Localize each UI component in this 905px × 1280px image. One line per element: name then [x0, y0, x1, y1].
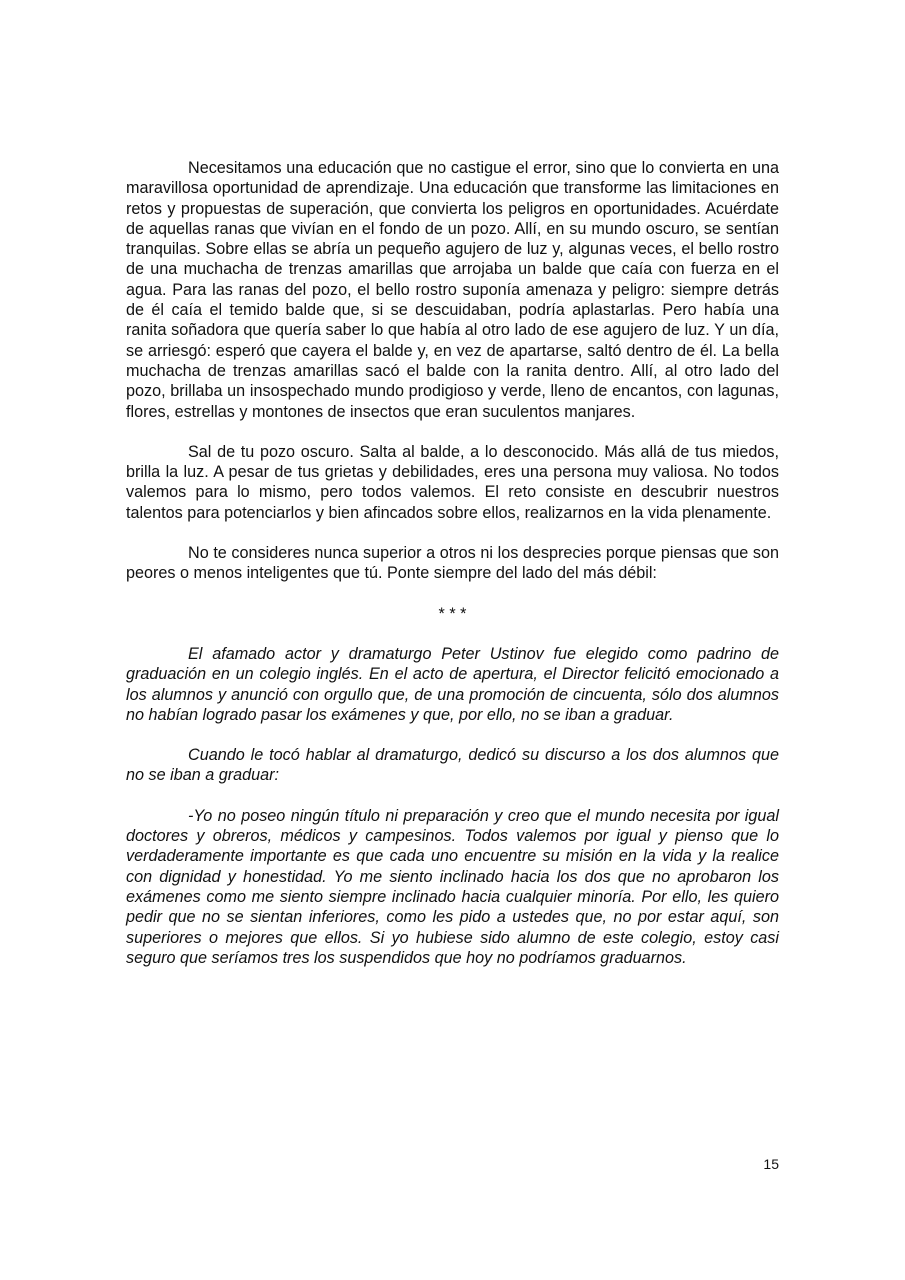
- paragraph-leave-the-well: Sal de tu pozo oscuro. Salta al balde, a lo desconocido. Más allá de tus miedos, brilla la luz. A pesar de tus grietas y debilidades, eres una persona muy valiosa. No todos valemos para lo mismo, pero todos valemos. El reto consiste en descubrir nuestros talentos para potenciarlos y bien afincados sobre ellos, realizarnos en la vida plenamente.: [126, 442, 779, 522]
- paragraph-speech-intro: Cuando le tocó hablar al dramaturgo, dedicó su discurso a los dos alumnos que no se iban a graduar:: [126, 746, 779, 785]
- page-number: 15: [763, 1156, 779, 1172]
- section-separator: * * *: [438, 604, 467, 623]
- document-page: [126, 158, 779, 988]
- paragraph-speech-quote: -Yo no poseo ningún título ni preparación y creo que el mundo necesita por igual doctores y obreros, médicos y campesinos. Todos valemos por igual y pienso que lo verdaderamente importante es que cada uno encuentre su misión en la vida y la realice con dignidad y honestidad. Yo me siento inclinado hacia los dos que no aprobaron los exámenes como me siento siempre inclinado hacia cualquier minoría. Por ello, les quiero pedir que no se sientan inferiores, como les pido a ustedes que, no por estar aquí, son superiores o mejores que ellos. Si yo hubiese sido alumno de este colegio, estoy casi seguro que seríamos tres los suspendidos que hoy no podríamos graduarnos.: [126, 806, 779, 967]
- paragraph-ustinov-story: El afamado actor y dramaturgo Peter Ustinov fue elegido como padrino de graduación en un colegio inglés. En el acto de apertura, el Director felicitó emocionado a los alumnos y anunció con orgullo que, de una promoción de cincuenta, sólo dos alumnos no habían logrado pasar los exámenes y que, por ello, no se iban a graduar.: [126, 644, 779, 724]
- paragraph-never-superior: No te consideres nunca superior a otros ni los desprecies porque piensas que son peores o menos inteligentes que tú. Ponte siempre del lado del más débil:: [126, 544, 779, 583]
- paragraph-education: Necesitamos una educación que no castigue el error, sino que lo convierta en una maravillosa oportunidad de aprendizaje. Una educación que transforme las limitaciones en retos y propuestas de superación, que convierta los peligros en oportunidades. Acuérdate de aquellas ranas que vivían en el fondo de un pozo. Allí, en su mundo oscuro, se sentían tranquilas. Sobre ellas se abría un pequeño agujero de luz y, algunas veces, el bello rostro de una muchacha de trenzas amarillas que arrojaba un balde que caía con fuerza en el agua. Para las ranas del pozo, el bello rostro suponía amenaza y peligro: siempre detrás de él caía el temido balde que, si se descuidaban, podría aplastarlas. Pero había una ranita soñadora que quería saber lo que había al otro lado de ese agujero de luz. Y un día, se arriesgó: esperó que cayera el balde y, en vez de apartarse, saltó dentro de él. La bella muchacha de trenzas amarillas sacó el balde con la ranita dentro. Allí, al otro lado del pozo, brillaba un insospechado mundo prodigioso y verde, lleno de encantos, con lagunas, flores, estrellas y montones de insectos que eran suculentos manjares.: [126, 159, 779, 421]
